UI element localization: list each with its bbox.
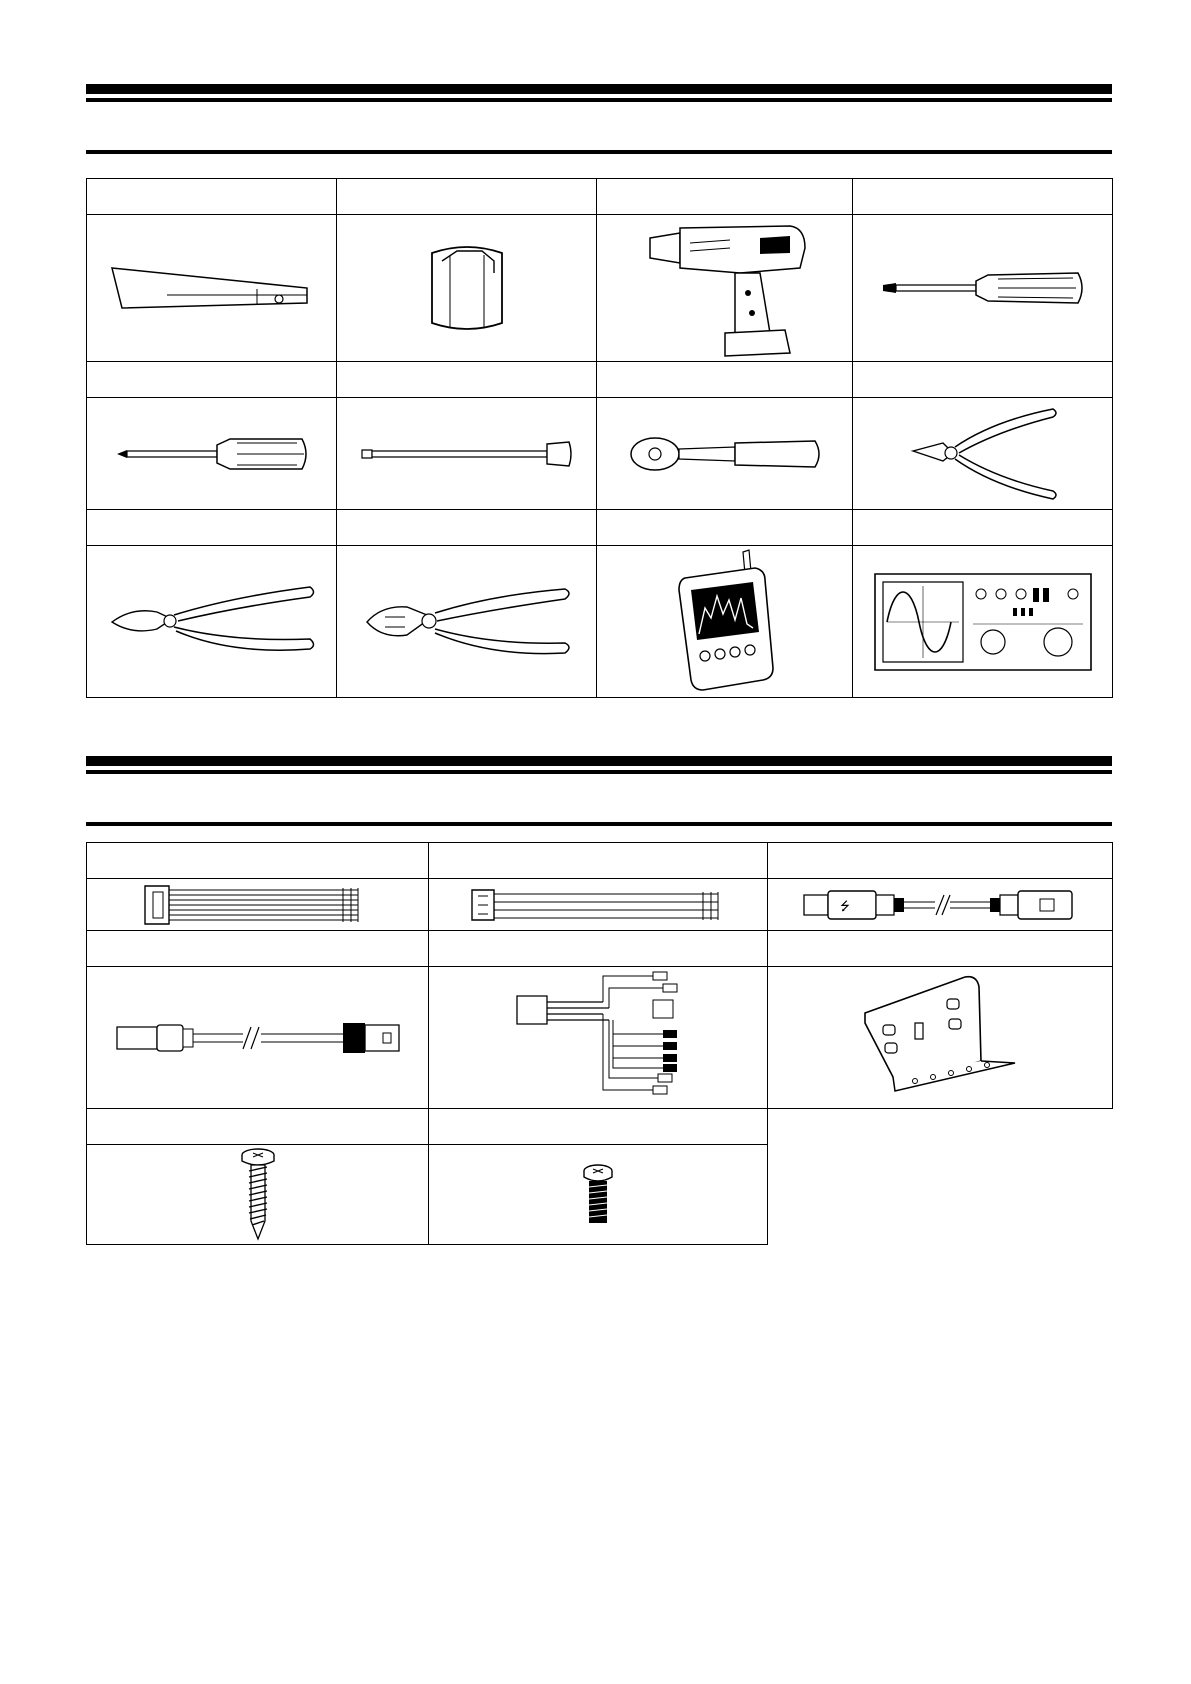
tool-cell-2 bbox=[337, 215, 597, 362]
side-cutter-pliers-icon bbox=[903, 401, 1063, 506]
tool-cell-9 bbox=[87, 546, 337, 698]
svg-text:⭍: ⭍ bbox=[840, 898, 850, 913]
tool-label-9 bbox=[87, 510, 337, 546]
tool-cell-8 bbox=[853, 398, 1113, 510]
part-label-8 bbox=[429, 1109, 768, 1145]
tool-label-5 bbox=[87, 362, 337, 398]
tool-label-8 bbox=[853, 362, 1113, 398]
part-label-1 bbox=[87, 843, 429, 879]
header-rule-thin bbox=[86, 770, 1112, 774]
crimping-pliers-icon bbox=[102, 577, 322, 667]
part-cell-5 bbox=[429, 967, 768, 1109]
part-label-3 bbox=[768, 843, 1113, 879]
part-label-2 bbox=[429, 843, 768, 879]
mounting-bracket-icon bbox=[855, 973, 1025, 1103]
ratchet-wrench-icon bbox=[625, 429, 825, 479]
tools-table bbox=[86, 178, 1113, 698]
header-rule-thick bbox=[86, 84, 1112, 94]
signal-tester-icon bbox=[665, 548, 785, 696]
tool-label-11 bbox=[597, 510, 853, 546]
tool-cell-3 bbox=[597, 215, 853, 362]
header-rule-thin bbox=[86, 98, 1112, 102]
tool-cell-12 bbox=[853, 546, 1113, 698]
tool-cell-4 bbox=[853, 215, 1113, 362]
part-label-6 bbox=[768, 931, 1113, 967]
oscilloscope-icon bbox=[873, 572, 1093, 672]
part-cell-4 bbox=[87, 967, 429, 1109]
part-cell-1 bbox=[87, 879, 429, 931]
tool-cell-6 bbox=[337, 398, 597, 510]
parts-table bbox=[86, 842, 1113, 1245]
tapping-screw-icon bbox=[233, 1147, 283, 1243]
subheader-rule bbox=[86, 150, 1112, 154]
coax-cable-icon bbox=[113, 1013, 403, 1063]
tool-cell-10 bbox=[337, 546, 597, 698]
machine-screw-icon bbox=[578, 1163, 618, 1227]
small-connector-harness-icon bbox=[468, 882, 728, 928]
tool-cell-11 bbox=[597, 546, 853, 698]
subheader-rule bbox=[86, 822, 1112, 826]
tool-cell-5 bbox=[87, 398, 337, 510]
tool-cell-7 bbox=[597, 398, 853, 510]
slip-joint-pliers-icon bbox=[357, 577, 577, 667]
usb-extension-cable-icon bbox=[800, 885, 1080, 925]
parts-section-header bbox=[86, 756, 1112, 826]
tool-label-3 bbox=[597, 179, 853, 215]
tools-section-header bbox=[86, 84, 1112, 154]
tool-label-2 bbox=[337, 179, 597, 215]
flat-screwdriver-icon bbox=[878, 263, 1088, 313]
part-cell-3 bbox=[768, 879, 1113, 931]
part-label-5 bbox=[429, 931, 768, 967]
header-rule-thick bbox=[86, 756, 1112, 766]
part-cell-8 bbox=[429, 1145, 768, 1245]
tool-label-7 bbox=[597, 362, 853, 398]
empty-cell bbox=[768, 1145, 1113, 1245]
cordless-drill-icon bbox=[640, 218, 810, 358]
phillips-screwdriver-icon bbox=[112, 429, 312, 479]
tool-label-12 bbox=[853, 510, 1113, 546]
tool-cell-1 bbox=[87, 215, 337, 362]
tool-label-1 bbox=[87, 179, 337, 215]
socket-icon bbox=[412, 233, 522, 343]
empty-cell bbox=[768, 1109, 1113, 1145]
part-cell-2 bbox=[429, 879, 768, 931]
part-cell-6 bbox=[768, 967, 1113, 1109]
part-label-4 bbox=[87, 931, 429, 967]
trim-removal-tool-icon bbox=[107, 253, 317, 323]
tool-label-6 bbox=[337, 362, 597, 398]
part-label-7 bbox=[87, 1109, 429, 1145]
av-breakout-harness-icon bbox=[513, 970, 683, 1106]
part-cell-7 bbox=[87, 1145, 429, 1245]
extension-bar-icon bbox=[357, 434, 577, 474]
multi-wire-harness-icon bbox=[143, 882, 373, 928]
tool-label-10 bbox=[337, 510, 597, 546]
tool-label-4 bbox=[853, 179, 1113, 215]
